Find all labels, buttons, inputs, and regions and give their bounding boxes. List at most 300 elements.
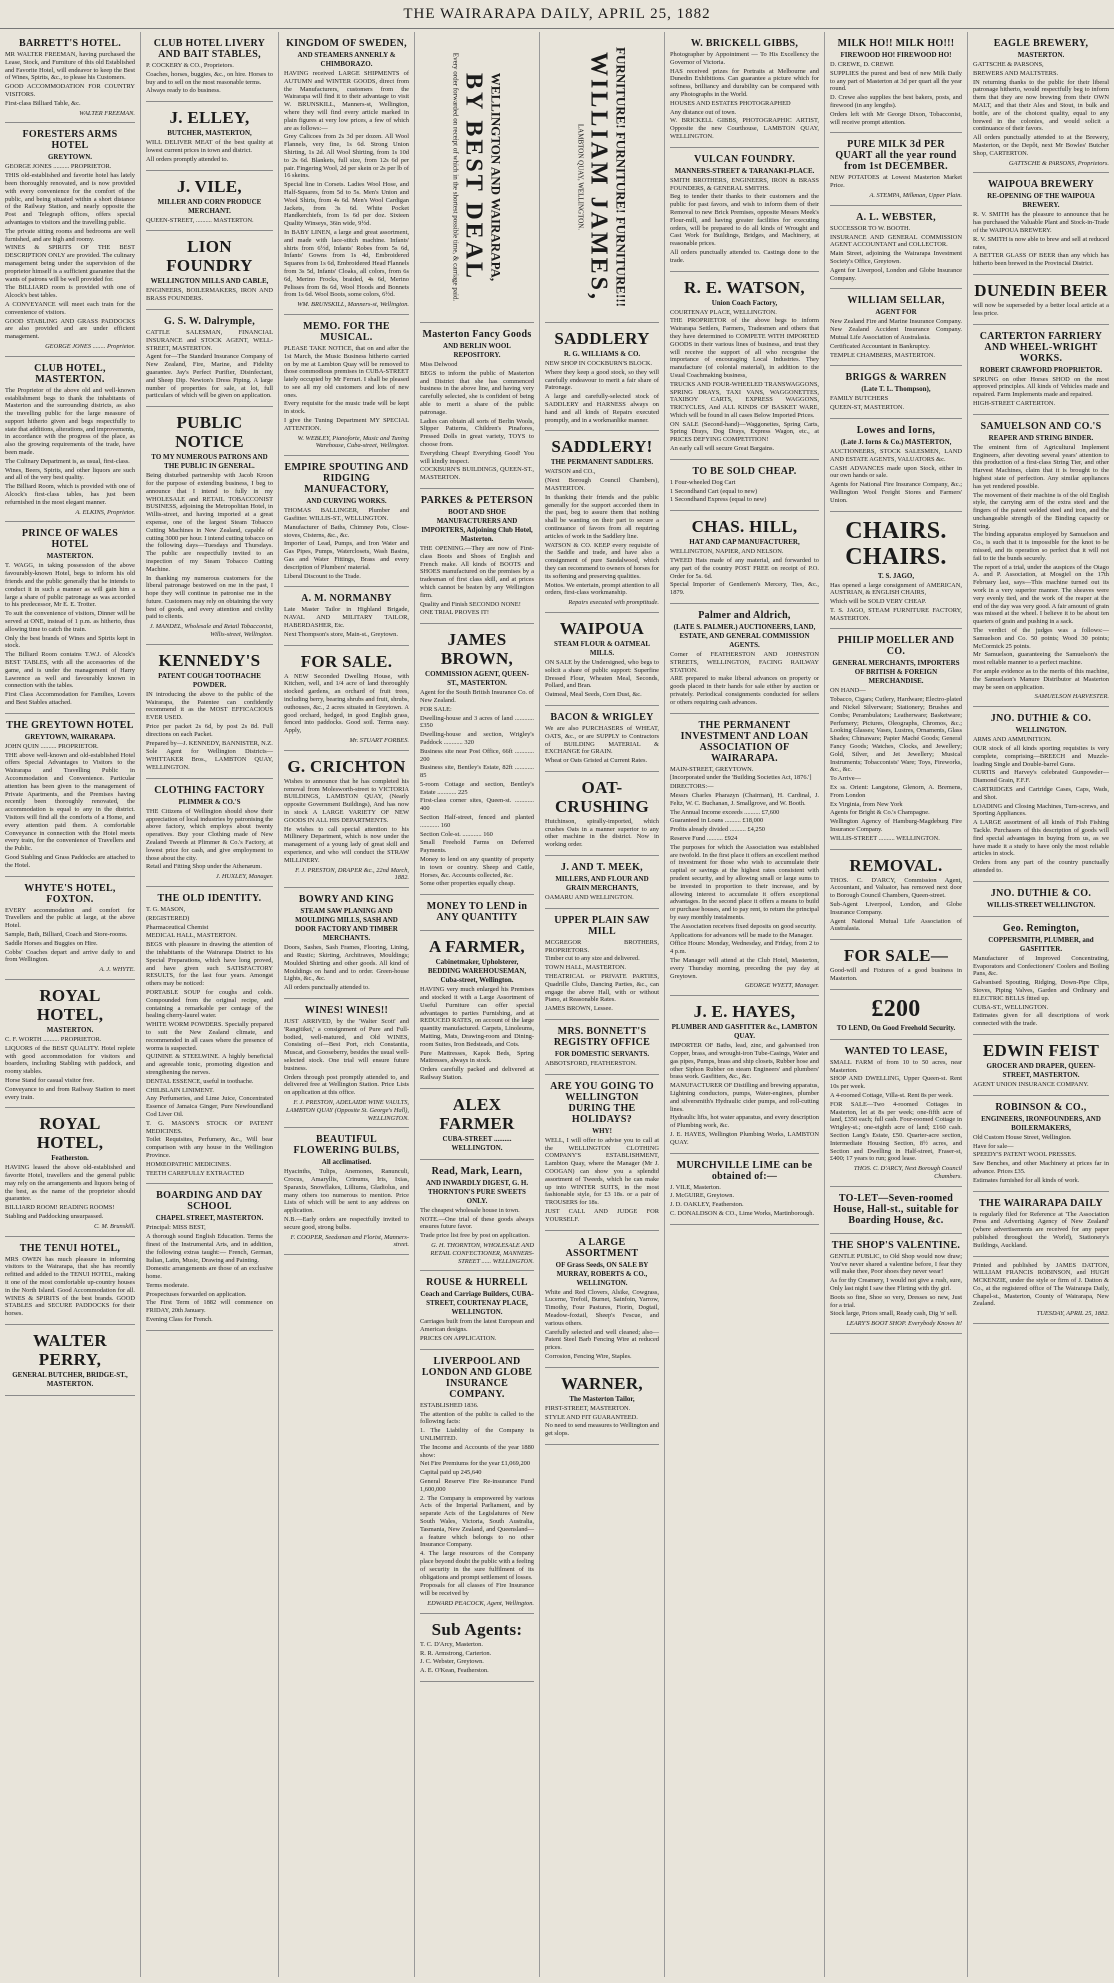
advert-paragraph: NOTE.—One trial of these goods always ensures future favor. (420, 1215, 534, 1231)
advert-paragraph: NEW POTATOES at Lowest Masterton Market Price. (830, 174, 962, 190)
advert-signature: SAMUELSON HARVESTER. (1034, 693, 1109, 701)
advert-paragraph: PRICES ON APPLICATION. (420, 1334, 497, 1342)
advert-paragraph: THOS. C. D'ARCY, Commission Agent, Accountant, and Valuator, has removed next door to Borough Council Chambers, Queen-street. (830, 876, 962, 900)
advert-paragraph: All orders punctually attended to. (284, 984, 370, 992)
advert-subheading: GENERAL BUTCHER, BRIDGE-ST., MASTERTON. (12, 1371, 128, 1389)
advert-paragraph: Doors, Sashes, Sash Frames, Flooring, Lining, and Rustic; Skirting, Architraves, Mouldings; Moulded Shirting and other goods. All kind of Mouldings on hand and to order. Green-house Lights, &c., &c. (284, 944, 409, 983)
advert-paragraph: Wishes to announce that he has completed his removal from Molesworth-street to VICTORIA BUILDINGS, LAMBTON QUAY, (Nearly opposite Government Buildings), And has now in stock A LARGE VARIETY OF NEW GOODS IN ALL HIS DEPARTMENTS. (284, 777, 409, 824)
advertisement (830, 289, 962, 366)
advert-subheading: WILLIS-STREET WELLINGTON. (986, 900, 1096, 909)
advert-heading: A. L. WEBSTER, (856, 211, 936, 223)
advert-paragraph: Ex ss. Orient: Langstone, Glenorn, A. Bremens, From London (830, 784, 962, 799)
advert-paragraph: OAMARU AND WELLINGTON. (545, 894, 634, 902)
advert-paragraph: TRUCKS AND FOUR-WHEELED TRANSWAGGONS, SPRING DRAYS, TAXI VANS, WAGGONETTES, TAXIBOY CARTS, EXPRESS WAGGONS, TRICYCLES, And ALL KINDS OF BASKET WARE, Which will be found in all cases Below Imported Prices. (670, 380, 819, 419)
advert-paragraph: Liberal Discount to the Trade. (284, 572, 361, 580)
advert-paragraph: Mr Samuelson, guaranteeing the Samuelson's the most reliable manner to a perfect machine. (973, 651, 1109, 667)
column-4 (415, 32, 540, 1977)
advert-signature: J. MANDEL, Wholesale and Retail Tobacconist, Willis-street, Wellington. (149, 623, 273, 639)
advert-paragraph: Stock large, Prices small, Ready cash, Dig 'n' sell. (830, 1310, 958, 1318)
advert-heading: BEAUTIFUL FLOWERING BULBS, (293, 1134, 400, 1157)
advert-paragraph: Domestic arrangements are those of an exclusive home. (146, 1265, 273, 1281)
advert-paragraph: Hutchinson, spirally-imported, which crushes Oats in a manner superior to any other machine in the district. Now in working order. (545, 817, 659, 849)
advert-paragraph: Agents for Bright & Co.'s Champagne. (830, 809, 930, 817)
advert-paragraph: Horse Stand for casual visitor free. (5, 1076, 95, 1084)
advert-signature: WM. BRUNSKILL, Manners-st, Wellington. (297, 301, 409, 309)
advert-paragraph: The purposes for which the Association was established are twofold. In the first place it offers an excellent method of investment for those who wish to accumulate their capital or savings at the highest rates consistent with prudent security, and by allowing small or large sums to be invested in proportion to their increase, and by allowing interest to accumulate it offers exceptional advantages. In the second place it offers a means to build or purchase houses, and to pay rent, to return the principal by easy monthly instalments. (670, 843, 819, 921)
advert-paragraph: Carefully selected and well cleaned; also—Patent Steel Barb Fencing Wire at reduced prices. (545, 1328, 659, 1352)
advert-heading: LION FOUNDRY (166, 237, 253, 276)
advert-paragraph: Old Custom House Street, Wellington. (973, 1133, 1072, 1141)
advert-paragraph: HAVING very much enlarged his Premises and stocked it with a Large Assortment of Useful Furniture can offer special advantages to parties Furnishing, and at REDUCED RATES, on account of the large quantity manufactured. Carpets, Linoleums, Matting, Mats, Drawing-room and Dining-room Suites, Iron Bedsteads, and Cots. (420, 986, 534, 1048)
advert-paragraph: THE Citizens of Wellington should show their appreciation of local industries by patronising the above factory, which employs about twenty operatives. Buy your Clothing made of New Zealand Tweeds at Plimmer & Co.'s Factory, at lowest price for cash, and give employment to those about the city. (146, 807, 273, 862)
advert-heading: MILK HO!! MILK HO!!! (837, 38, 955, 49)
advert-paragraph: J. E. HAYES, Wellington Plumbing Works, LAMBTON QUAY. (670, 1130, 819, 1146)
advert-heading: OAT-CRUSHING (554, 777, 650, 816)
advert-subheading: PATENT COUGH TOOTHACHE POWDER. (158, 671, 261, 689)
advert-paragraph: Has opened a large consignment of AMERICAN, AUSTRIAN, & ENGLISH CHAIRS, (830, 581, 962, 597)
advert-subheading: HAT AND CAP MANUFACTURER, (689, 538, 800, 547)
advertisement (420, 895, 534, 931)
advert-subheading: WHY! (592, 1126, 612, 1135)
advert-paragraph: CASH ADVANCES made upon Stock, either in our own hands or sale. (830, 464, 962, 480)
advert-paragraph: CHILBLAIN LINIMENT. (146, 1086, 215, 1094)
advert-signature: TUESDAY, APRIL 25, 1882. (1036, 1310, 1109, 1318)
advert-paragraph: R. R. Armstrong, Carterton. (420, 1649, 492, 1657)
advert-paragraph: Profits already divided .......... £4,250 (670, 826, 765, 834)
advertisement (545, 909, 659, 1020)
advertisement (830, 629, 962, 849)
advert-signature: A. J. WHYTE. (99, 966, 135, 974)
advert-subheading: The Masterton Tailor, (569, 1394, 635, 1403)
advert-subheading: FOR DOMESTIC SERVANTS. (554, 1050, 650, 1059)
advert-paragraph: HAVING received LARGE SHIPMENTS of AUTUMN and WINTER GOODS, direct from the Manufacturers, customers from the Wairarapa will find it to their advantage to visit W. BRUNSKILL, Manners-st, Wellington, where they will find every article marked in plain figures at very low prices, a few of which are as follows:— (284, 70, 409, 132)
advert-subheading: PLIMMER & CO.'S (178, 797, 241, 806)
advert-paragraph: Conveyance to and from Railway Station to meet every train. (5, 1085, 135, 1101)
advert-paragraph: Manufacturer of Baths, Chimney Pots, Close-stoves, Cisterns, &c., &c. (284, 523, 409, 539)
column-5 (540, 32, 665, 1977)
advertisement (830, 366, 962, 419)
advert-paragraph: MRS OWEN has much pleasure in informing visitors to the Wairarapa, that she has recently refitted and added to the TENUI HOTEL, making it one of the most comfortable up-country houses in the North Island. Good Accommodation for all. WINES & SPIRITS of the best brands. GOOD STABLES and SECURE PADDOCKS for their horses. (5, 1255, 135, 1318)
advert-signature: EDWARD PEACOCK, Agent, Wellington. (427, 1599, 534, 1607)
advert-heading: UPPER PLAIN SAW MILL (554, 914, 650, 937)
advert-paragraph: NEW SHOP IN COCKBURN'S BLOCK. (545, 360, 653, 367)
advert-paragraph: PORTABLE SOUP for coughs and colds. Compounded from the original recipe, and containing a remarkable per centage of the healing cherry-laurel water. (146, 988, 273, 1020)
advertisement (545, 1020, 659, 1075)
rotated-advert (545, 32, 659, 323)
advert-paragraph: GATTSCHE & PARSONS, (973, 61, 1044, 68)
advertisement (545, 856, 659, 909)
advertisement (420, 323, 534, 489)
advert-paragraph: T. G. MASON'S STOCK OF PATENT MEDICINES. (146, 1119, 273, 1135)
advert-paragraph: Ladies can obtain all sorts of Berlin Wools, Slipper Patterns, Children's Pinafores, Pressed Dolls in great variety, TOYS to choose from. (420, 417, 534, 448)
advertisement (973, 707, 1109, 882)
advert-signature: G. H. THORNTON, WHOLESALE AND RETAIL CONFECTIONER, MANNERS-STREET ...... WELLINGTON. (430, 1242, 534, 1265)
rotated-line-r2: BY BEST DEAL (460, 72, 487, 282)
advert-paragraph: WHITE WORM POWDERS. Specially prepared to suit the New Zealand climate, and recommended in all cases where the presence of worms is suspected. (146, 1021, 273, 1052)
advert-paragraph: W. BRICKELL GIBBS, PHOTOGRAPHIC ARTIST, Opposite the new Courthouse, LAMBTON QUAY, WELLINGTON. (670, 117, 819, 140)
advert-paragraph: Wheat or Oats Gristed at Current Rates. (545, 757, 648, 765)
advert-paragraph: All orders promptly attended to. (146, 155, 229, 163)
advert-paragraph: Agents for National Fire Insurance Company, &c.; Wellington Wool Freight Stores and Farmers' Union. (830, 481, 962, 504)
advert-heading: CLUB HOTEL, MASTERTON. (34, 362, 106, 385)
advert-paragraph: D. Crewe also supplies the best bakers, posts, and firewood (in any lengths). (830, 94, 962, 109)
advert-paragraph: Reserve Fund .......... £924 (670, 835, 738, 842)
advert-paragraph: General Reserve Fire Re-insurance Fund 1,600,000 (420, 1477, 534, 1493)
advert-paragraph: Ex Virginia, from New York (830, 800, 903, 808)
advert-paragraph: Orders from any part of the country punctually attended to. (973, 859, 1109, 874)
advert-paragraph: SPRUNG on other Horses SHOD on the most approved principles. All kinds of Vehicles made and repaired. Farm Implements made and repaired. (973, 375, 1109, 399)
advert-paragraph: AUCTIONEERS, STOCK SALESMEN, LAND AND ESTATE AGENTS, VALUATORS &c. (830, 447, 962, 463)
advert-paragraph: Mottos. We entertain, prompt attention to all orders, first-class workmanship. (545, 581, 659, 597)
advertisement (284, 456, 409, 587)
advert-paragraph: will now be superseded by a better local article at a less price. (973, 301, 1109, 317)
advert-paragraph: 1 Secondhand Cart (equal to new) (670, 487, 758, 495)
advert-paragraph: WINES & SPIRITS OF THE BEST DESCRIPTION ONLY are provided. The culinary management being under the supervision of the proprietor himself is a sufficient guarantee that the wants of patrons will be well provided for. (5, 244, 135, 283)
advert-paragraph: N.B.—Early orders are respectfully invited to secure good, strong bulbs. (284, 1216, 409, 1231)
advert-subheading: R. G. WILLIAMS & CO. (563, 350, 641, 358)
advert-paragraph: White and Red Clovers, Alsike, Cowgrass, Lucerne, Trefoil, Burnet, Sainfoin, Yarrow, Timothy, Four Pastures, Fiorin, Dogtail, Meadow-foxtail, Sheep's Fescue, and various others. (545, 1288, 659, 1327)
advert-paragraph: IN returning thanks to the public for their liberal patronage hitherto, would respectfully beg to inform them that they are now brewing from their OWN MALT, and that their Ales and Stout, in bulk and bottle, are of the choicest quality, equal to any brewed in the colonies, and would solicit a continuance of their favors. (973, 78, 1109, 133)
advert-heading: WANTED TO LEASE, (844, 1045, 948, 1057)
column-1 (0, 32, 141, 1977)
advert-heading: SADDLERY (554, 329, 650, 348)
advert-paragraph: Dwelling-house and 3 acres of land ............ £350 (420, 714, 534, 730)
advertisement (670, 1154, 819, 1225)
advert-paragraph: Special Importer of Gentlemen's Mercery, Ties, &c., 1879. (670, 581, 819, 597)
advert-heading: THE PERMANENT INVESTMENT AND LOAN ASSOCIATION OF WAIRARAPA. (680, 719, 809, 764)
advert-heading: Palmer and Aldrich, (698, 610, 791, 622)
advertisement (545, 1075, 659, 1231)
advert-paragraph: No need to send measures to Wellington and get slops. (545, 1422, 659, 1438)
advert-paragraph: Capital paid up 245,640 (420, 1469, 482, 1477)
column-3 (279, 32, 415, 1977)
advertisement (5, 32, 135, 123)
advert-paragraph: The cheapest wholesale house in town. (420, 1206, 520, 1214)
advert-paragraph: Dwelling-house and section, Wrigley's Paddock ............ 320 (420, 731, 534, 746)
advertisement (973, 415, 1109, 708)
advert-paragraph: MR WALTER FREEMAN, having purchased the Lease, Stock, and Furniture of this old Established and Favorite Hotel, will endeavor to keep the Best of Wines, Spirits, &c., to please his Customers. (5, 51, 135, 82)
advert-paragraph: Agent for—The Standard Insurance Company of New Zealand, Fire, Marine, and Fidelity guarantee. Jay's Perfect Purifier, Disinfectant, and Sheep Dip. Newton's Dress Piping. A large number of properties for sale, at lot, full particulars of which will be given on application. (146, 353, 273, 400)
advert-heading: WINES! WINES!! (304, 1004, 389, 1016)
advert-paragraph: Photographer by Appointment — To His Excellency the Governor of Victoria. (670, 51, 819, 66)
advertisement (545, 323, 659, 431)
advert-paragraph: (REGISTERED) (146, 914, 190, 922)
advert-heading: ROYAL HOTEL, (36, 1114, 104, 1153)
advertisement (146, 171, 273, 232)
advert-subheading: MILLER AND CORN PRODUCE MERCHANT. (157, 197, 262, 215)
advertisement (973, 917, 1109, 1035)
advert-heading: TO-LET—Seven-roomed House, Hall-st., suitable for Boarding House, &c. (833, 1192, 959, 1226)
advert-subheading: Union Coach Factory, (711, 298, 778, 307)
advert-paragraph: Prepared by—J. KENNEDY, BANNISTER, N.Z. (146, 739, 273, 747)
advertisement (284, 1128, 409, 1255)
advert-paragraph: PLEASE TAKE NOTICE, that on and after the 1st March, the Music Business hitherto carried on by me at Lambton Quay will be removed to those commodious premises in CUBA-STREET lately occupied by Mr Ferrari. I shall be pleased to see all my old customers and lots of new ones. (284, 344, 409, 399)
advert-paragraph: Special line in Corsets. Ladies Wool Hose, and Half-Squares, from 5d to 5s. Men's Union and Wool Shirts, from 4s 6d. Men's Wool Cardigan Jackets, from 3s 6d. White Pocket Handkerchiefs, from 1s 6d per doz. Sixteen Quality Winseys, 36in wide, 9½d. (284, 181, 409, 228)
advert-paragraph: For ample evidence as to the merits of this machine, the Samuelson's Manure Distributor at Masterton may be seen on application. (973, 668, 1109, 691)
advert-subheading: WELLINGTON. (1015, 726, 1067, 735)
advert-paragraph: Where they keep a good stock, so they will carefully endeavour to merit a fair share of Patronage. (545, 368, 659, 392)
advert-heading: WHYTE'S HOTEL, FOXTON. (24, 882, 116, 905)
advert-subheading: MASTERTON. (1017, 51, 1065, 59)
advert-paragraph: WELL, I will offer to advise you to call at the WELLINGTON CLOTHING COMPANY'S ESTABLISHMENT, Lambton Quay, where the Manager (Mr J. COOGAN) can show you a splendid assortment of Tweeds, which he can make up into WINTER SUITS, in the most fashionable style, for £3 18s. or a pair of TROUSERS for 18s. (545, 1136, 659, 1207)
advert-subheading: BOOT AND SHOE MANUFACTURERS AND IMPORTERS, Adjoining Club Hotel, Masterton. (421, 507, 533, 543)
rotated-advert-text (451, 53, 504, 301)
advertisement (146, 32, 273, 102)
advert-heading: THE GREYTOWN HOTEL (6, 719, 134, 731)
advert-signature: GATTSCHE & PARSONS, Proprietors. (1008, 159, 1109, 167)
advert-heading: £200 (871, 995, 921, 1022)
advert-heading: MEMO. FOR THE MUSICAL. (303, 320, 390, 343)
advert-signature: F. J. PRESTON, ADELAIDE WINE VAULTS, LAMBTON QUAY (Opposite St. George's Hall), WELLINGTON. (286, 1098, 409, 1122)
advert-signature: Repairs executed with promptitude. (568, 599, 659, 607)
advert-paragraph: Timber cut to any size and delivered. (545, 955, 640, 963)
advert-paragraph: R. V. SMITH has the pleasure to announce that he has purchased the Valuable Plant and Stock-in-Trade of the WAIPOUA BREWERY. (973, 211, 1109, 234)
advert-paragraph: HIGH-STREET CARTERTON. (973, 399, 1056, 407)
advert-subheading: All acclimatised. (321, 1158, 372, 1167)
advert-heading: THE OLD IDENTITY. (157, 893, 262, 905)
advert-paragraph: The BILLIARD room is provided with one of Alcock's best tables. (5, 284, 135, 300)
advert-subheading: AND INWARDLY DIGEST, G. H. THORNTON'S PURE SWEETS ONLY. (425, 1178, 529, 1205)
advert-heading: FOR SALE. (300, 651, 393, 671)
advert-paragraph: The Manager will attend at the Club Hotel, Masterton, every Thursday morning, preceding the pay day at Greytown. (670, 956, 819, 980)
advert-heading: BOWRY AND KING (298, 894, 395, 906)
advert-paragraph: BILLIARD ROOM! READING ROOMS! (5, 1204, 115, 1212)
advert-paragraph: C. F. WORTH .......... PROPRIETOR. (5, 1035, 102, 1043)
advert-paragraph: The Billiard Room contains T.W.J. of Alcock's BEST TABLES, with all the accessories of the game, and is under the management of Harry Lawrence as well and favourably known in connection with the tables. (5, 651, 135, 690)
advert-subheading: (Late J. Iorns & Co.) MASTERTON, (840, 437, 952, 446)
advert-heading: FOR SALE— (843, 946, 949, 966)
advert-paragraph: WILL DELIVER MEAT of the best quality at lowest current prices in town and district. (146, 139, 273, 154)
advert-paragraph: The Culinary Department is, as usual, first-class. (5, 457, 130, 465)
advert-paragraph: Pharmaceutical Chemist (146, 923, 209, 931)
advert-subheading: AGENT FOR (875, 308, 917, 317)
advert-heading: WARNER, (561, 1373, 643, 1393)
advert-heading: EDWIN FEIST (982, 1040, 1100, 1060)
advert-subheading: STEAM FLOUR & OATMEAL MILLS. (553, 639, 651, 657)
advert-paragraph: Agent for Liverpool, London and Globe Insurance Company. (830, 266, 962, 282)
advert-signature: LEARY'S BOOT SHOP. Everybody Knows It! (846, 1320, 962, 1328)
advert-paragraph: Good-will and Fixtures of a good business in Masterton. (830, 967, 962, 982)
advertisement (830, 1040, 962, 1187)
advert-paragraph: All orders punctually attended to. Castings done to the trade. (670, 248, 819, 264)
advert-heading: BOARDING AND DAY SCHOOL (156, 1190, 263, 1213)
advert-paragraph: Importer of Lead, Pumps, and Iron Water and Gas Pipes, Pumps, Waterclosets, Wash Basins, Gas and Water Fittings, Brass and every description of Plumbers' material. (284, 540, 409, 571)
advert-paragraph: TEETH CAREFULLY EXTRACTED (146, 1169, 245, 1177)
advert-paragraph: CURTIS and Harvey's celebrated Gunpowder—Diamond Grain, F.F.F. (973, 769, 1109, 785)
advertisement (670, 511, 819, 604)
advert-heading: CLOTHING FACTORY (154, 784, 265, 796)
advertisement (420, 1271, 534, 1349)
advert-heading: A FARMER, (429, 937, 525, 957)
advert-paragraph: Sole Agent for Wellington Districts—WHITTAKER Bros., LAMBTON QUAY, WELLINGTON. (146, 748, 273, 772)
advert-signature: GEORGE WYETT, Manager. (744, 982, 819, 990)
advert-subheading: MILLERS, AND FLOUR AND GRAIN MERCHANTS, (555, 875, 649, 893)
advert-heading: PHILIP MOELLER AND CO. (837, 635, 955, 658)
advertisement (670, 714, 819, 997)
advert-paragraph: ESTABLISHED 1836. (420, 1401, 479, 1409)
advert-heading: G. S. W. Dalrymple, (164, 315, 255, 327)
advert-paragraph: TWEED Hats made of any material, and forwarded to any part of the country POST FREE on receipt of P.O. Order for 5s. 6d. (670, 557, 819, 580)
advert-heading: FORESTERS ARMS HOTEL (22, 129, 118, 152)
column-6 (665, 32, 825, 1977)
advert-paragraph: Boots so fine, Shoe so very, Dresses so new, Just for a trial. (830, 1293, 962, 1309)
advertisement (973, 1035, 1109, 1096)
advert-heading: G. CRICHTON (287, 756, 406, 776)
advert-paragraph: Corrosion, Fencing Wire, Staples. (545, 1352, 632, 1360)
advert-paragraph: The private sitting rooms and bedrooms are well furnished, and are high and roomy. (5, 227, 135, 243)
advertisement (670, 460, 819, 511)
advertisement (973, 32, 1109, 173)
advert-paragraph: Toilet Requisites, Perfumery, &c., Will bear comparison with any house in the Wellington Province. (146, 1136, 273, 1159)
advert-signature: THOS. C. D'ARCY, Next Borough Council Chambers. (853, 1165, 962, 1180)
advert-paragraph: The Billiard Room, which is provided with one of Alcock's first-class tables, has just been refurnished in the most elegant manner. (5, 483, 135, 506)
advert-paragraph: SUPPLIES the purest and best of new Milk Daily to any part of Masterton at 3d per quart all the year round. (830, 69, 962, 93)
advert-paragraph: JUST CALL AND JUDGE FOR YOURSELF. (545, 1208, 659, 1223)
advert-paragraph: Office Hours: Monday, Wednesday, and Friday, from 2 to 4 p.m. (670, 940, 819, 956)
advertisement (284, 32, 409, 315)
advert-paragraph: Orders carefully packed and delivered at Railway Station. (420, 1066, 534, 1082)
advert-heading: MURCHVILLE LIME can be obtained of:— (676, 1159, 813, 1182)
advertisement (973, 1257, 1109, 1325)
advert-paragraph: A. E. O'Kean, Featherston. (420, 1667, 489, 1675)
advert-paragraph: Wellington Agency of Hamburg-Magdeburg Fire Insurance Company. (830, 818, 962, 834)
rotated-line-r2: WILLIAM JAMES, (585, 51, 612, 303)
advert-subheading: TO MY NUMEROUS PATRONS AND THE PUBLIC IN GENERAL. (151, 453, 268, 471)
advert-paragraph: ONE TRIAL PROVES IT! (420, 609, 490, 617)
advert-heading: WAIPOUA (559, 618, 645, 638)
advert-paragraph: Hydraulic lifts, hot water apparatus, and every description of Plumbing work, &c. (670, 1114, 819, 1130)
advert-paragraph: Tobacco, Cigars; Cutlery, Hardware; Electro-plated and Nickel Silverware; Stationery; Brushes and Combs; Perambulators; Leatherware; Basketware; Perfumery; Pictures, Oleographs, Chromos, &c.; Looking Glasses; Vases, Lustres, Ornaments, Glass Shades; Chinaware; Papier Maché Goods; General Fancy Goods; Watches, Clocks, and Jewellery; Gold, Silver, and Jet Jewellery; Musical Instruments; Tobacconists' Ware; Toys, Fireworks, &c., &c. (830, 696, 962, 774)
advert-heading: BACON & WRIGLEY (550, 711, 654, 723)
advertisement (973, 882, 1109, 917)
advert-subheading: COPPERSMITH, PLUMBER, and GASFITTER. (988, 935, 1094, 953)
advert-heading: BARRETT'S HOTEL. (18, 38, 122, 49)
advert-subheading: CUBA-STREET .......... WELLINGTON. (442, 1134, 512, 1152)
advert-paragraph: In BABY LINEN, a large and great assortment, and made with lace-stitch machine. Infants' shirts from 6½d, Infants' Robes from 5s 6d, Infants' Gowns from 1s 4d, Embroidered Squares from 1s 6d, Embroidered Head Flannels from 3s 5d, Infants' Cloaks, all colors, from 6s 6d, Merino Frocks, braided, 4s 6d, Merino Pelisses from 8s 6d, Wool Hoods and Bonnets from 1s 6d. Wool Boots, some colors, 6½d. (284, 228, 409, 299)
advertisement (146, 310, 273, 407)
advert-paragraph: Section Cole-st. ............ 160 (420, 830, 493, 838)
advert-signature: A. STEMPA, Milkman, Upper Plain. (869, 191, 962, 199)
advert-subheading: MANNERS-STREET & TARANAKI-PLACE. (674, 166, 815, 175)
advert-paragraph: THE PROPRIETOR of the above begs to inform Wairarapa Settlers, Farmers, Tradesmen and others that they have determined to COMPETE WITH IMPORTED GOODS in their various lines of business, and trust they will receive the support of all who recognise the importance of encouraging Local Industries. They manufacture (of colonial material), in addition to the Usual Coachmaking business, (670, 317, 819, 379)
advertisement (670, 272, 819, 460)
column-2 (141, 32, 279, 1977)
advert-paragraph: All orders punctually attended to at the Brewery, Masterton, or the Depôt, next Mr Bowles' Butcher Shop, CARTERTON. (973, 134, 1109, 157)
advert-paragraph: COCKBURN'S BUILDINGS, QUEEN-ST., MASTERTON. (420, 466, 534, 482)
advertisement (973, 1192, 1109, 1257)
advert-paragraph: We are also PURCHASERS of WHEAT, OATS, &c., or are SUPPLY to Contractors of BUILDING MATERIAL & EXCHANGE for GRAIN. (545, 724, 659, 756)
advert-paragraph: GOOD STABLING AND GRASS PADDOCKS are also provided and are under efficient management. (5, 317, 135, 341)
advert-paragraph: J. D. OAKLEY, Featherston. (670, 1201, 744, 1209)
advert-paragraph: CUBA-ST., WELLINGTON. (973, 1003, 1049, 1011)
advert-paragraph: MAIN-STREET, GREYTOWN. (670, 765, 754, 773)
advertisement (830, 32, 962, 133)
advertisement (973, 325, 1109, 415)
advert-paragraph: Small Freehold Farms on Deferred Payments. (420, 839, 534, 855)
advertisement (545, 431, 659, 613)
advert-paragraph: Money to lend on any quantity of property in town or country. Sheep and Cattle, Horses, &c. Accounts collected, &c. (420, 856, 534, 879)
masthead: THE WAIRARAPA DAILY, APRIL 25, 1882 (0, 0, 1114, 29)
advert-paragraph: Grey Calicoes from 2s 3d per dozen. All Wool Flannels, very fine, 1s 6d. Strong Union Shirting, 1s 2d. All Wool Shirting, from 1s 10d to 2s 6d. Blankets, full size, from 12s 6d per pair. Fingering Wool, 2d per skein or 2s per lb of 16 skeins. (284, 133, 409, 180)
advert-heading: SAMUELSON AND CO.'S (980, 420, 1102, 432)
advert-paragraph: First-class Billiard Table, &c. (5, 99, 81, 107)
advert-paragraph: JAMES BROWN, Lessee. (545, 1005, 613, 1013)
advert-paragraph: 1 Four-wheeled Dog Cart (670, 478, 736, 486)
advert-paragraph: IN introducing the above to the public of the Wairarapa, the Patentee can confidently recommend it as the MOST EFFICACIOUS EVER USED. (146, 690, 273, 722)
advert-paragraph: ON SALE by the Undersigned, who begs to solicit a share of public support: Superfine Dressed Flour, Wheaten Meal, Seconds, Pollard, and Bran. (545, 658, 659, 690)
advert-heading: PUBLIC NOTICE (175, 413, 244, 452)
advert-subheading: RE-OPENING OF THE WAIPOUA BREWERY. (987, 192, 1095, 210)
advert-paragraph: ON HAND— (830, 687, 866, 695)
advert-heading: J. VILE, (177, 176, 242, 196)
advert-paragraph: He wishes to call special attention to his Millinery Department, which is now under the management of a young lady of great skill and experience, and who will conduct the STRAW MILLINERY. (284, 825, 409, 864)
advertisement (973, 1096, 1109, 1192)
advertisement (670, 148, 819, 272)
advertisement (420, 931, 534, 1089)
advert-heading: WALTER PERRY, (33, 1331, 107, 1370)
advertisement (420, 1350, 534, 1614)
advert-heading: SADDLERY! (551, 437, 653, 457)
advert-signature: C. M. Brunskill. (93, 1222, 135, 1230)
advert-paragraph: I give the Tuning Department MY SPECIAL ATTENTION. (284, 417, 409, 432)
advertisement (5, 714, 135, 877)
advert-subheading: BUTCHER, MASTERTON, (167, 129, 252, 138)
advert-paragraph: THIS old-established and favorite hotel has lately been thoroughly renovated, and is now provided with every convenience for the comfort of the public, and being situated within a short distance of the Railway Station, and nearly opposite the Post and Telegraph offices, offers special advantages to visitors and the travelling public. (5, 172, 135, 226)
advert-paragraph: A thorough sound English Education. Terms the finest of the Instrumental Arts, and in addition, the following extras taught:— French, German, Italian, Latin, Music, Drawing and Painting. (146, 1233, 273, 1264)
rotated-advert-text (576, 47, 629, 307)
advert-paragraph: WILLIS-STREET .......... WELLINGTON. (830, 834, 940, 842)
advert-paragraph: ON SALE (Second-hand)—Waggonettes, Spring Carts, Spring Drays, Dog Drays, Express Wagon, etc., at PRICES DEFYING COMPETITION! (670, 420, 819, 444)
advert-paragraph: QUININE & STEELWINE. A highly beneficial and agreeable tonic, promoting digestion and strengthening the nerves. (146, 1053, 273, 1076)
advert-paragraph: The Proprietor of the above old and well-known establishment begs to thank the inhabitants of Masterton and the surrounding districts, as also the travelling public for the large measure of support hitherto given and begs respectfully to state that additions, alterations, and improvements, in accordance with the progress of the place, as also the growing requirements of the trade, have been made. (5, 386, 135, 457)
advert-signature: WALTER FREEMAN. (79, 109, 135, 117)
advert-paragraph: Business site near Post Office, 66ft ............ 200 (420, 747, 534, 763)
advert-paragraph: Business site, Bentley's Estate, 82ft ............ 85 (420, 764, 534, 780)
advert-paragraph: SHOP AND DWELLING, Upper Queen-st. Rent 10s per week. (830, 1075, 962, 1091)
advert-paragraph: LOADING and Closing Machines, Turn-screws, and Sporting Appliances. (973, 802, 1109, 818)
advert-paragraph: The Association receives fixed deposits on good security. (670, 922, 817, 930)
advert-subheading: (Late T. L. Thompson), (861, 385, 931, 394)
advert-paragraph: SUCCESSOR TO W. BOOTH. (830, 224, 911, 232)
advert-paragraph: 1. The Liability of the Company is UNLIMITED. (420, 1427, 534, 1442)
advert-paragraph: To Arrive— (830, 775, 861, 783)
advertisement (146, 645, 273, 779)
advertisement (420, 1089, 534, 1160)
advert-paragraph: Being disturbed partnership with Jacob Kroon for the purpose of extending business, I beg to announce that I intend to fully in my WHOLESALE and RETAIL TOBACCONIST BUSINESS, adjoining the Metropolitan Hotel, in Willis-street, and having imported at a great expense, one of the largest Steam Tobacco Cutting Machines in New Zealand, capable of cutting 3000 per hour. I intend cutting tobacco on the following days—Tuesdays and Thursdays. The public are respectfully invited to an inspection of my Steam Tobacco Cutting Machine. (146, 472, 273, 573)
advert-paragraph: FIRST-STREET, MASTERTON. (545, 1404, 631, 1412)
advert-paragraph: Evening Class for French. (146, 1316, 213, 1324)
advert-paragraph: Saw Benches, and other Machinery at prices far in advance. Prices £35. (973, 1160, 1109, 1175)
advert-signature: F. J. PRESTON, DRAPER &c., 22nd March, 1882. (295, 866, 409, 882)
advert-paragraph: THE above well-known and old-established Hotel offers Special Advantages to Visitors to the Wairarapa and Travelling Public in Accommodation and Convenience. Particular attention has been given to the management of Private Apartments, and the Premises having recently been thoroughly renovated, the accommodation is equal to any in the district. Visitors will find all the comforts of a Home, and every attention paid them. A comfortable Conveyance in connection with the Hotel meets every train, for the convenience of Travellers and the Public. (5, 751, 135, 853)
advert-heading: KENNEDY'S (158, 650, 261, 670)
advert-paragraph: Cobbs' Coaches depart and arrive daily to and from Wellington. (5, 948, 135, 964)
advert-heading: A. M. NORMANBY (301, 593, 392, 605)
advert-paragraph: EVERY accommodation and comfort for Travellers and the public at large, at the above Hotel. (5, 906, 135, 930)
advert-paragraph: 1 Secondhand Express (equal to new) (670, 496, 767, 504)
advert-paragraph: Sub-Agent Liverpool, London, and Globe Insurance Company. (830, 901, 962, 916)
advert-paragraph: A NEW Seconded Dwelling House, with Kitchen, well, and 1/4 acre of land thoroughly stocked gardens, an orchard of fruit trees, including berry, bearing shrubs and fruit, shrubs, outhouses, &c., 2 acres situated in Greytown. A good orchard, hedged, in good English grass, fenced into paddocks. Good soil. Terms easy. Apply, (284, 672, 409, 735)
advert-paragraph: DENTAL ESSENCE, useful in toothache. (146, 1077, 254, 1085)
advert-heading: BRIGGS & WARREN (845, 372, 947, 384)
rotated-advert (420, 32, 534, 323)
advert-paragraph: MCGREGOR BROTHERS, PROPRIETORS. (545, 938, 659, 954)
rotated-line-r1: FURNITURE! FURNITURE! FURNITURE!!! (613, 47, 629, 307)
advertisement (284, 587, 409, 645)
advertisement (146, 231, 273, 310)
advert-paragraph: ENGINEERS, BOILERMAKERS, IRON AND BRASS FOUNDERS. (146, 287, 273, 303)
advert-subheading: GREYTOWN, WAIRARAPA. (24, 732, 116, 741)
